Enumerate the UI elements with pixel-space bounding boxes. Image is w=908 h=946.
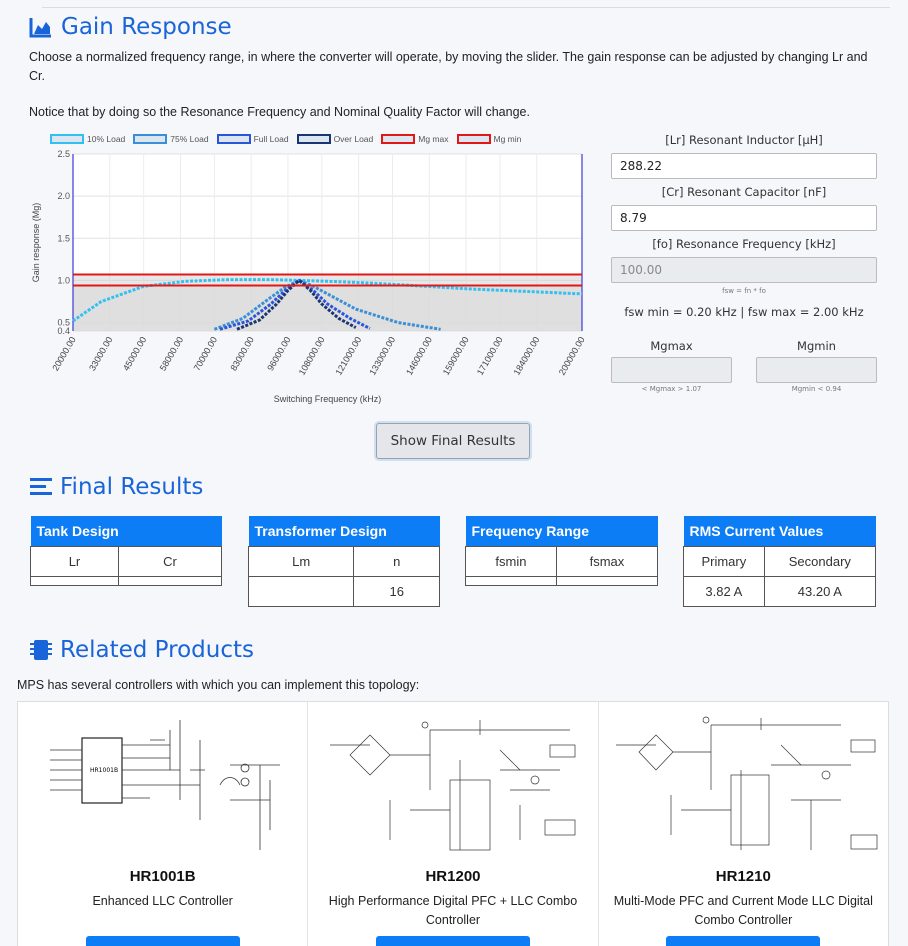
final-results-heading: Final Results <box>60 474 204 500</box>
final-results-title <box>30 474 203 500</box>
schematic-image <box>611 710 881 860</box>
x-tick-label: 70000.00 <box>191 335 220 373</box>
y-axis-label: Gain response (Mg) <box>31 202 41 283</box>
legend-label: Mg max <box>418 134 449 144</box>
product-button[interactable] <box>666 936 820 946</box>
x-tick-label: 159000.00 <box>440 335 471 377</box>
y-tick-label: 1.5 <box>57 233 70 244</box>
mgmax-input[interactable] <box>611 357 732 383</box>
table-cell <box>31 577 119 586</box>
mgmin-input[interactable] <box>756 357 877 383</box>
legend-label: 75% Load <box>170 134 209 144</box>
gain-chart-svg <box>28 130 598 410</box>
table-cell <box>249 577 354 607</box>
rms-current-header: RMS Current Values <box>684 516 876 547</box>
legend-item[interactable] <box>381 134 448 144</box>
show-final-results-button[interactable]: Show Final Results <box>376 423 530 459</box>
table-cell: Lm <box>249 547 354 577</box>
legend-item[interactable] <box>50 134 125 144</box>
product-description: High Performance Digital PFC + LLC Combo Controller <box>328 894 578 927</box>
gain-response-heading: Gain Response <box>61 14 232 40</box>
mgmax-hint: < Mgmax > 1.07 <box>641 385 702 393</box>
x-tick-label: 58000.00 <box>157 335 186 373</box>
mgmax-label: Mgmax <box>650 339 693 353</box>
list-icon <box>30 476 52 498</box>
x-tick-label: 146000.00 <box>404 335 435 377</box>
x-tick-label: 33000.00 <box>87 335 115 373</box>
gain-chart <box>28 130 598 410</box>
fsw-range: fsw min = 0.20 kHz | fsw max = 2.00 kHz <box>624 305 864 319</box>
x-tick-label: 121000.00 <box>333 335 364 377</box>
table-cell: Secondary <box>764 547 875 577</box>
table-cell <box>118 577 221 586</box>
y-tick-label: 0.4 <box>57 326 70 336</box>
x-axis-label: Switching Frequency (kHz) <box>273 394 382 404</box>
chart-legend[interactable] <box>50 134 521 144</box>
legend-item[interactable] <box>457 134 522 144</box>
y-tick-label: 2.5 <box>57 149 70 159</box>
products-grid <box>17 701 889 946</box>
product-description: Multi-Mode PFC and Current Mode LLC Digital Combo Controller <box>613 894 873 927</box>
fo-input[interactable] <box>611 257 877 283</box>
table-cell <box>556 577 657 586</box>
legend-label: Mg min <box>493 134 522 144</box>
y-tick-label: 1.0 <box>57 275 70 286</box>
x-tick-label: 184000.00 <box>511 335 542 377</box>
frequency-range-table <box>465 516 658 586</box>
y-tick-label: 2.0 <box>57 191 70 202</box>
table-cell: 43.20 A <box>764 577 875 607</box>
cr-label: [Cr] Resonant Capacitor [nF] <box>661 185 827 199</box>
gain-response-title <box>29 14 232 40</box>
schematic-image <box>30 710 300 860</box>
table-cell: fsmax <box>556 547 657 577</box>
x-tick-label: 83000.00 <box>228 335 256 373</box>
product-name: HR1200 <box>425 868 481 885</box>
x-tick-label: 96000.00 <box>265 335 293 373</box>
product-name: HR1001B <box>129 868 196 885</box>
mgmin-label: Mgmin <box>797 339 836 353</box>
related-products-heading: Related Products <box>60 637 254 663</box>
table-cell: Primary <box>684 547 765 577</box>
table-cell: fsmin <box>466 547 557 577</box>
tank-design-table <box>30 516 222 586</box>
x-tick-label: 45000.00 <box>120 335 149 373</box>
gain-notice: Notice that by doing so the Resonance Frequency and Nominal Quality Factor will change. <box>29 105 530 119</box>
x-tick-label: 108000.00 <box>296 335 327 377</box>
legend-item[interactable] <box>133 134 208 144</box>
product-card[interactable] <box>18 702 308 946</box>
table-cell: 3.82 A <box>684 577 765 607</box>
table-cell: 16 <box>354 577 440 607</box>
svg-text:HR1001B: HR1001B <box>90 767 119 774</box>
product-card[interactable] <box>308 702 598 946</box>
rms-current-table <box>683 516 876 607</box>
x-tick-label: 200000.00 <box>556 335 587 377</box>
x-tick-label: 133000.00 <box>367 335 398 377</box>
tank-design-header: Tank Design <box>31 516 222 547</box>
product-button[interactable] <box>376 936 530 946</box>
table-cell: n <box>354 547 440 577</box>
product-button[interactable] <box>86 936 240 946</box>
lr-label: [Lr] Resonant Inductor [µH] <box>665 133 823 147</box>
product-card[interactable] <box>599 702 888 946</box>
area-chart-icon <box>29 16 53 38</box>
schematic-image <box>320 710 590 860</box>
chip-icon <box>30 638 52 662</box>
legend-item[interactable] <box>217 134 289 144</box>
fsw-formula: fsw = fn * fo <box>722 287 766 295</box>
related-intro: MPS has several controllers with which you can implement this topology: <box>17 678 420 692</box>
frequency-range-header: Frequency Range <box>466 516 658 547</box>
related-products-title <box>30 637 254 663</box>
table-cell: Lr <box>31 547 119 577</box>
table-cell <box>466 577 557 586</box>
table-cell: Cr <box>118 547 221 577</box>
top-divider <box>42 7 890 8</box>
gain-intro: Choose a normalized frequency range, in where the converter will operate, by moving the slider. The gain response can be adjusted by changing Lr and Cr. <box>29 50 868 83</box>
legend-label: Over Load <box>333 134 374 144</box>
legend-item[interactable] <box>297 134 374 144</box>
fo-label: [fo] Resonance Frequency [kHz] <box>652 237 836 251</box>
parameter-panel <box>611 133 877 393</box>
y-tick-label: 0.5 <box>57 317 70 328</box>
cr-input[interactable] <box>611 205 877 231</box>
transformer-design-header: Transformer Design <box>249 516 440 547</box>
legend-label: Full Load <box>253 134 289 144</box>
transformer-design-table <box>248 516 440 607</box>
x-tick-label: 171000.00 <box>474 335 505 377</box>
x-tick-label: 20000.00 <box>50 335 78 373</box>
lr-input[interactable] <box>611 153 877 179</box>
mg-min-area <box>73 285 582 331</box>
legend-label: 10% Load <box>87 134 126 144</box>
mgmin-hint: Mgmin < 0.94 <box>791 385 842 393</box>
product-name: HR1210 <box>715 868 771 885</box>
product-description: Enhanced LLC Controller <box>92 894 233 908</box>
